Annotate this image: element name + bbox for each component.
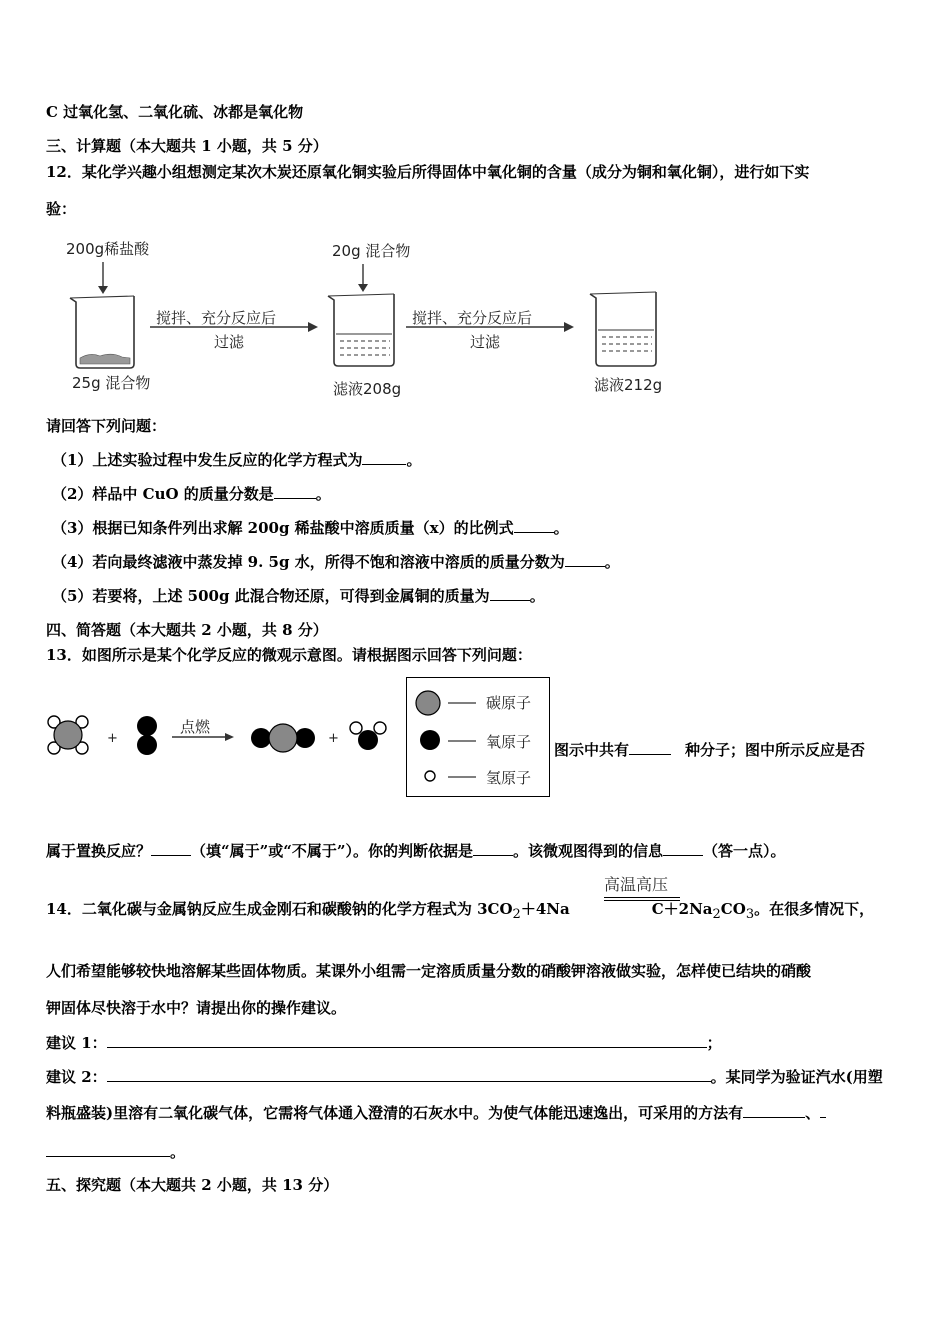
blank (473, 841, 513, 856)
flow-step-2-top: 搅拌、充分反应后 (412, 309, 533, 327)
question-14-text-cont-2: 钾固体尽快溶于水中？请提出你的操作建议。 (46, 999, 347, 1017)
blank (151, 841, 191, 856)
carbon-dioxide-molecule (251, 724, 315, 752)
legend-carbon: 碳原子 (486, 694, 532, 712)
flow-step-2-bottom: 过滤 (470, 333, 501, 351)
answer-prompt: 请回答下列问题： (46, 417, 167, 435)
flow-beaker-1-label: 25g 混合物 (72, 374, 151, 392)
question-12-text: 12．某化学兴趣小组想测定某次木炭还原氧化铜实验后所得固体中氧化铜的含量（成分为铜和氧化铜），进行如下实 (46, 163, 810, 181)
suggestion-2: 建议 2： 。某同学为验证汽水(用塑 (46, 1068, 883, 1086)
question-14-text: 14．二氧化碳与金属钠反应生成金刚石和碳酸钠的化学方程式为 $3CO_2+4Na$ $C+2Na_2CO_3$。在很多情况下， (46, 900, 875, 922)
legend-hydrogen: 氢原子 (486, 769, 532, 787)
question-14-text-cont: 人们希望能够较快地溶解某些固体物质。某课外小组需一定溶质质量分数的硝酸钾溶液做实验，怎样使已结块的硝酸 (46, 962, 812, 980)
part-4: （4）若向最终滤液中蒸发掉 9. 5g 水，所得不饱和溶液中溶质的质量分数为 。 (52, 553, 620, 571)
suggestion-1: 建议 1： ； (46, 1034, 722, 1052)
flow-add-acid: 200g稀盐酸 (66, 240, 150, 258)
option-c: C 过氧化氢、二氧化硫、冰都是氧化物 (46, 103, 304, 121)
suggestion-2-blank (107, 1067, 711, 1082)
question-14-text-end: 。 (46, 1142, 185, 1162)
reaction-condition: 点燃 (180, 718, 211, 736)
plus-sign: + (328, 731, 339, 746)
flow-beaker-3-label: 滤液212g (594, 376, 663, 394)
flow-step-1-bottom: 过滤 (214, 333, 245, 351)
water-molecule (350, 722, 386, 750)
flow-add-mixture: 20g 混合物 (332, 242, 411, 260)
part-2: （2）样品中 CuO 的质量分数是 。 (52, 485, 331, 503)
plus-sign: + (107, 731, 118, 746)
oxygen-molecule (137, 716, 157, 755)
blank (629, 740, 671, 755)
reaction-condition-label: 高温高压 (604, 875, 669, 894)
question-13-text: 13．如图所示是某个化学反应的微观示意图。请根据图示回答下列问题： (46, 646, 532, 664)
blank (820, 1103, 826, 1118)
question-14-text-cont-3: 料瓶盛装)里溶有二氧化碳气体，它需将气体通入澄清的石灰水中。为使气体能迅速逸出，可采用的方法有 、 (46, 1103, 826, 1123)
methane-molecule (48, 716, 88, 754)
reaction-arrow-head (225, 733, 234, 741)
part-5: （5）若要将，上述 500g 此混合物还原，可得到金属铜的质量为 。 (52, 587, 545, 605)
section-3-heading: 三、计算题（本大题共 1 小题，共 5 分） (46, 137, 328, 155)
question-12-text-cont: 验： (46, 200, 77, 218)
flow-step-1-top: 搅拌、充分反应后 (156, 309, 277, 327)
section-4-heading: 四、简答题（本大题共 2 小题，共 8 分） (46, 621, 328, 639)
part-1: （1）上述实验过程中发生反应的化学方程式为 。 (52, 451, 422, 469)
blank (743, 1103, 805, 1118)
blank (663, 841, 703, 856)
part-3: （3）根据已知条件列出求解 200g 稀盐酸中溶质质量（x）的比例式 。 (52, 519, 569, 537)
blank (46, 1142, 170, 1157)
legend-oxygen: 氧原子 (486, 733, 532, 751)
suggestion-1-blank (107, 1033, 707, 1048)
question-13-part-b: 属于置换反应？ （填“属于”或“不属于”）。你的判断依据是 。该微观图得到的信息 （答一点）。 (46, 842, 786, 860)
equation-rule (604, 897, 680, 898)
section-5-heading: 五、探究题（本大题共 2 小题，共 13 分） (46, 1176, 339, 1194)
flow-beaker-2-label: 滤液208g (333, 380, 402, 398)
question-13-part-a: 图示中共有 种分子；图中所示反应是否 (554, 741, 866, 759)
